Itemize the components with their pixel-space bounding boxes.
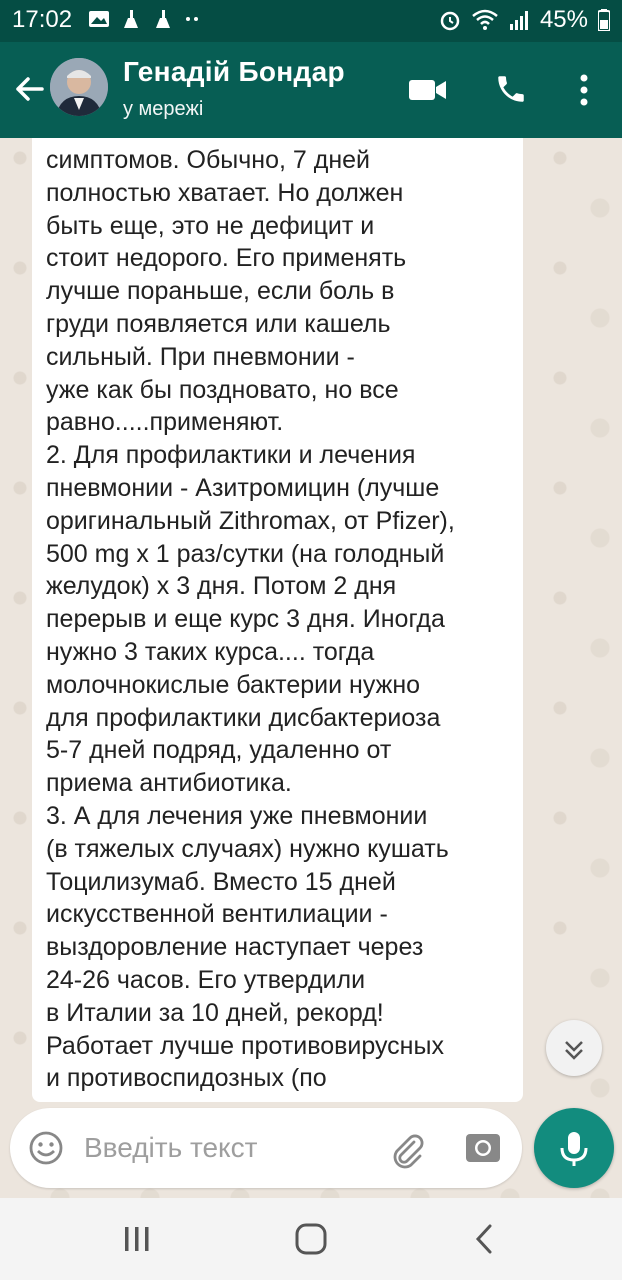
status-right	[438, 6, 610, 34]
mic-icon	[534, 1108, 614, 1188]
message-text: симптомов. Обычно, 7 дней полностью хватает. Но должен быть еще, это не дефицит и стоит недорого. Его применять лучше пораньше, если боль в груди появляется или кашель сильный. При пневмонии - уже как бы поздновато, но все равно.....применяют. 2. Для профилактики и лечения пневмонии - Азитромицин (лучше оригинальный Zithromax, от Pfizer), 500 mg x 1 раз/сутки (на голодный желудок) х 3 дня. Потом 2 дня перерыв и еще курс 3 дня. Иногда нужно 3 таких курса.... тогда молочнокислые бактерии нужно для профилактики дисбактериоза 5-7 дней подряд, удаленно от приема антибиотика. 3. А для лечения уже пневмонии (в тяжелых случаях) нужно кушать Тоцилизумаб. Вместо 15 дней искусственной вентилиации - выздоровление наступает через 24-26 часов. Его утвердили в Италии за 10 дней, рекорд! Работает лучше противовирусных и противоспидозных (по	[46, 146, 455, 1093]
video-call-icon[interactable]	[408, 76, 448, 104]
chat-header	[0, 42, 622, 138]
wifi-icon	[472, 9, 498, 31]
arrow-left-icon[interactable]	[12, 72, 46, 106]
double-chevron-down-icon	[546, 1020, 602, 1076]
cleaner-icon-2	[152, 8, 174, 30]
camera-icon[interactable]	[464, 1128, 504, 1168]
system-nav-bar	[0, 1198, 622, 1280]
more-vert-icon[interactable]	[574, 72, 594, 108]
avatar[interactable]	[50, 58, 108, 116]
battery-percent: 45%	[539, 6, 588, 33]
recent-apps-icon[interactable]	[118, 1224, 156, 1254]
phone-icon[interactable]	[494, 72, 528, 106]
more-notifications-icon	[184, 15, 200, 23]
voice-message-button[interactable]	[534, 1108, 614, 1188]
signal-icon	[508, 9, 530, 31]
cleaner-icon	[120, 8, 142, 30]
nav-back-icon[interactable]	[470, 1222, 500, 1256]
paperclip-icon[interactable]	[388, 1130, 428, 1170]
status-bar	[0, 0, 622, 42]
scroll-to-bottom-button[interactable]	[546, 1020, 602, 1076]
emoji-icon[interactable]	[28, 1130, 64, 1166]
contact-status: у мережі	[123, 98, 204, 120]
gallery-icon	[88, 9, 110, 29]
message-bubble[interactable]	[32, 138, 523, 1102]
avatar-photo	[50, 58, 108, 116]
alarm-icon	[438, 8, 462, 32]
home-icon[interactable]	[294, 1222, 328, 1256]
message-composer[interactable]	[10, 1108, 522, 1188]
notification-icons	[88, 8, 200, 30]
status-time: 17:02	[12, 6, 73, 33]
message-input[interactable]: Введіть текст	[84, 1132, 258, 1163]
battery-icon	[598, 9, 610, 31]
contact-name[interactable]: Генадій Бондар	[123, 56, 345, 87]
